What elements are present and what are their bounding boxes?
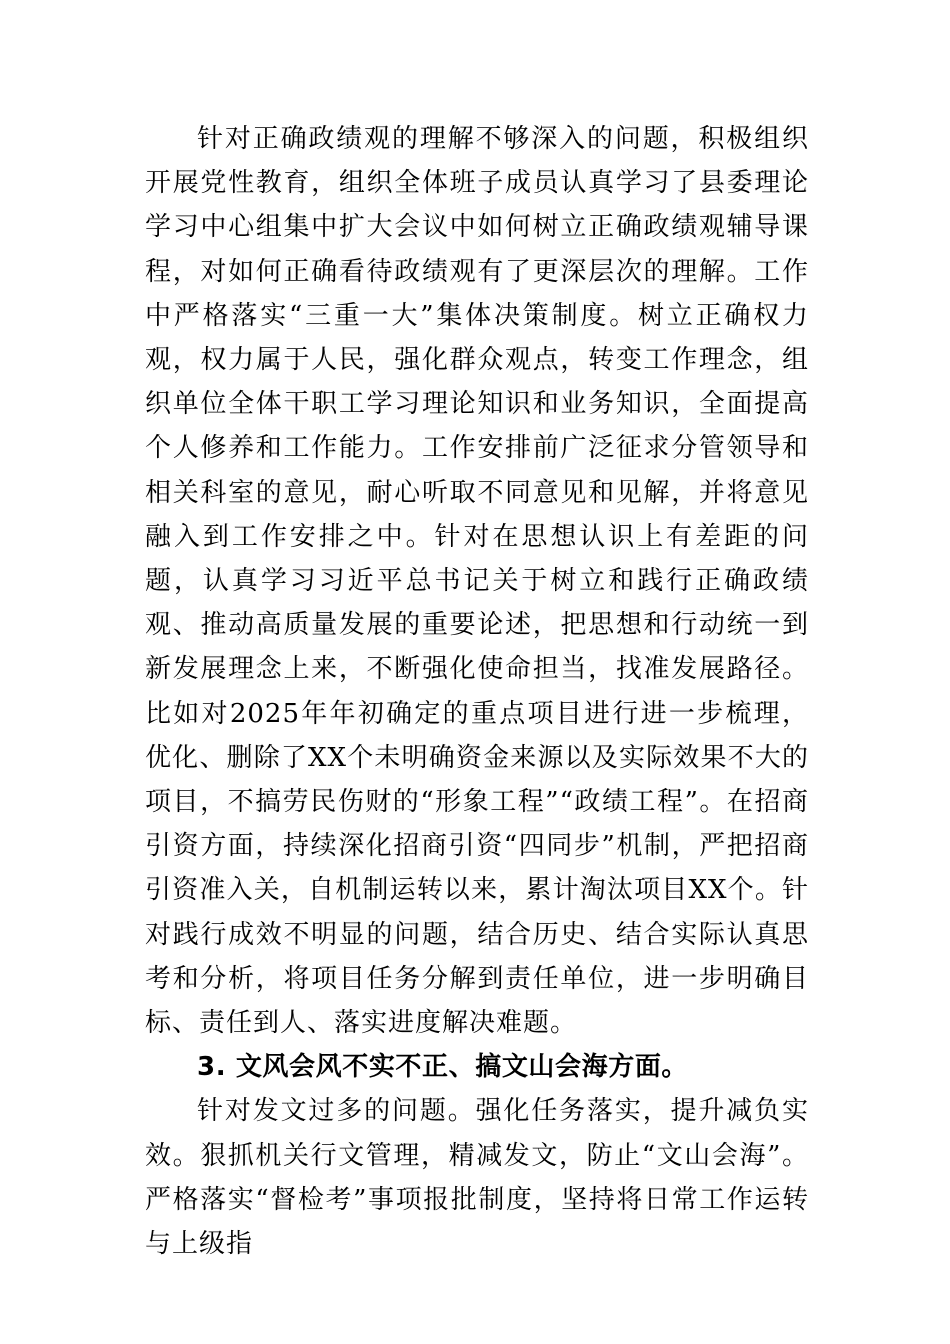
- document-body: [145, 117, 809, 1266]
- section-heading: 3. 文风会风不实不正、搞文山会海方面。: [197, 1052, 689, 1083]
- body-paragraph-continued: 针对发文过多的问题。强化任务落实，提升减负实效。狠抓机关行文管理，精减发文，防止“文山会海”。严格落实“督检考”事项报批制度，坚持将日常工作运转与上级指: [145, 1096, 809, 1260]
- body-paragraph: 针对正确政绩观的理解不够深入的问题，积极组织开展党性教育，组织全体班子成员认真学习了县委理论学习中心组集中扩大会议中如何树立正确政绩观辅导课程，对如何正确看待政绩观有了更深层次的理解。工作中严格落实“三重一大”集体决策制度。树立正确权力观，权力属于人民，强化群众观点，转变工作理念，组织单位全体干职工学习理论知识和业务知识，全面提高个人修养和工作能力。工作安排前广泛征求分管领导和相关科室的意见，耐心听取不同意见和见解，并将意见融入到工作安排之中。针对在思想认识上有差距的问题，认真学习习近平总书记关于树立和践行正确政绩观、推动高质量发展的重要论述，把思想和行动统一到新发展理念上来，不断强化使命担当，找准发展路径。比如对2025年年初确定的重点项目进行进一步梳理，优化、删除了XX个未明确资金来源以及实际效果不大的项目，不搞劳民伤财的“形象工程”“政绩工程”。在招商引资方面，持续深化招商引资“四同步”机制，严把招商引资准入关，自机制运转以来，累计淘汰项目XX个。针对践行成效不明显的问题，结合历史、结合实际认真思考和分析，将项目任务分解到责任单位，进一步明确目标、责任到人、落实进度解决难题。: [145, 124, 809, 1039]
